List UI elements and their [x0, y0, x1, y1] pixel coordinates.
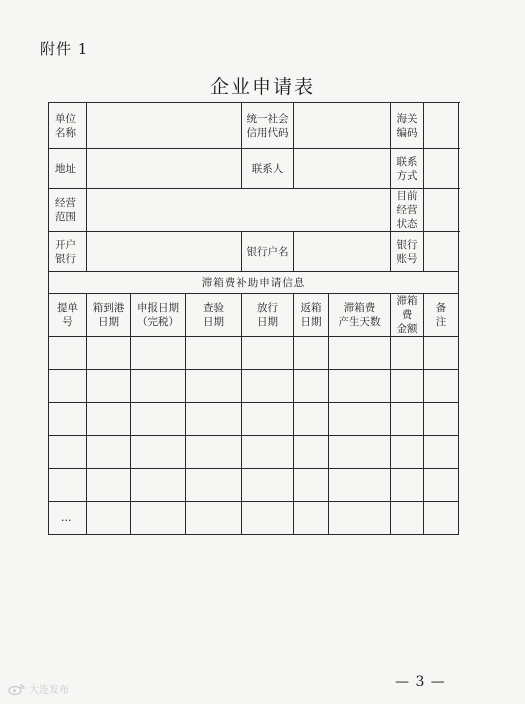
weibo-icon: [8, 683, 26, 695]
field-customs-code[interactable]: [424, 103, 459, 149]
label-business-status: 目前经营 状态: [391, 189, 424, 232]
table-cell[interactable]: [242, 502, 294, 535]
table-cell[interactable]: [424, 403, 459, 436]
business-scope-row: [49, 189, 459, 232]
col-header-demurrage-amount: 滞箱 费 金额: [391, 294, 424, 337]
table-cell[interactable]: [424, 370, 459, 403]
table-cell[interactable]: [49, 469, 87, 502]
label-company-name: 单位 名称: [49, 103, 87, 149]
table-cell[interactable]: [294, 469, 329, 502]
table-cell[interactable]: [329, 337, 391, 370]
table-cell[interactable]: [391, 436, 424, 469]
table-cell[interactable]: [329, 502, 391, 535]
col-header-arrival-date: 箱到港 日期: [87, 294, 131, 337]
label-customs-code: 海关编码: [391, 103, 424, 149]
watermark: [8, 681, 69, 696]
table-cell[interactable]: [87, 469, 131, 502]
label-bank: 开户 银行: [49, 232, 87, 272]
table-cell[interactable]: [391, 337, 424, 370]
table-cell[interactable]: [186, 403, 242, 436]
application-form-table: [48, 102, 459, 535]
table-cell[interactable]: [131, 370, 186, 403]
label-contact-info: 联系方式: [391, 149, 424, 189]
table-cell[interactable]: [242, 403, 294, 436]
label-business-scope: 经营 范围: [49, 189, 87, 232]
attachment-label: 附件 1: [40, 40, 89, 58]
label-contact-person: 联系人: [242, 149, 294, 189]
col-header-bill-number: 提单 号: [49, 294, 87, 337]
field-account-number[interactable]: [424, 232, 459, 272]
col-header-declaration-date: 申报日期 （完税）: [131, 294, 186, 337]
col-header-return-date: 返箱 日期: [294, 294, 329, 337]
table-cell[interactable]: [131, 469, 186, 502]
table-cell[interactable]: [391, 469, 424, 502]
table-cell[interactable]: [242, 370, 294, 403]
table-cell[interactable]: [131, 436, 186, 469]
table-cell[interactable]: [87, 370, 131, 403]
field-bank[interactable]: [87, 232, 242, 272]
page-number: — 3 —: [395, 674, 446, 690]
section-title: 滞箱费补助申请信息: [49, 272, 459, 294]
table-cell[interactable]: [329, 403, 391, 436]
col-header-remarks: 备 注: [424, 294, 459, 337]
field-business-scope[interactable]: [87, 189, 391, 232]
field-contact-person[interactable]: [294, 149, 391, 189]
table-cell[interactable]: [87, 403, 131, 436]
table-cell[interactable]: [242, 469, 294, 502]
table-row: [49, 469, 459, 502]
table-cell[interactable]: [49, 337, 87, 370]
col-header-demurrage-days: 滞箱费 产生天数: [329, 294, 391, 337]
table-cell[interactable]: [294, 502, 329, 535]
col-header-release-date: 放行 日期: [242, 294, 294, 337]
table-cell[interactable]: [87, 436, 131, 469]
table-cell[interactable]: [49, 403, 87, 436]
col-header-inspection-date: 查验 日期: [186, 294, 242, 337]
table-cell[interactable]: [186, 469, 242, 502]
section-row: [49, 272, 459, 294]
watermark-text: 大连发布: [29, 685, 69, 696]
table-cell[interactable]: [49, 436, 87, 469]
label-account-number: 银行账号: [391, 232, 424, 272]
table-row: [49, 436, 459, 469]
form-title: 企业申请表: [209, 76, 315, 98]
field-company-name[interactable]: [87, 103, 242, 149]
column-header-row: [49, 294, 459, 337]
table-cell[interactable]: [424, 436, 459, 469]
table-cell[interactable]: [131, 337, 186, 370]
field-contact-info[interactable]: [424, 149, 459, 189]
table-cell[interactable]: [49, 370, 87, 403]
table-cell[interactable]: [294, 436, 329, 469]
table-row: [49, 337, 459, 370]
table-cell[interactable]: [186, 436, 242, 469]
table-cell[interactable]: [294, 337, 329, 370]
table-cell[interactable]: [329, 436, 391, 469]
table-cell[interactable]: [186, 370, 242, 403]
table-cell[interactable]: [391, 502, 424, 535]
table-cell[interactable]: [242, 436, 294, 469]
table-cell[interactable]: [424, 337, 459, 370]
table-cell[interactable]: [87, 337, 131, 370]
table-cell[interactable]: [131, 403, 186, 436]
field-business-status[interactable]: [424, 189, 459, 232]
table-cell[interactable]: [242, 337, 294, 370]
table-cell[interactable]: [424, 502, 459, 535]
label-account-name: 银行户名: [242, 232, 294, 272]
address-row: [49, 149, 459, 189]
table-cell[interactable]: [186, 502, 242, 535]
table-cell[interactable]: [186, 337, 242, 370]
field-address[interactable]: [87, 149, 242, 189]
table-cell[interactable]: [424, 469, 459, 502]
table-row: [49, 370, 459, 403]
table-cell[interactable]: [391, 403, 424, 436]
label-address: 地址: [49, 149, 87, 189]
table-cell[interactable]: [131, 502, 186, 535]
table-cell[interactable]: [329, 469, 391, 502]
table-cell[interactable]: [294, 403, 329, 436]
table-cell[interactable]: [391, 370, 424, 403]
table-cell[interactable]: [329, 370, 391, 403]
ellipsis-cell[interactable]: …: [49, 502, 87, 535]
field-account-name[interactable]: [294, 232, 391, 272]
table-row: [49, 403, 459, 436]
label-credit-code: 统一社会 信用代码: [242, 103, 294, 149]
bank-row: [49, 232, 459, 272]
table-cell[interactable]: [294, 370, 329, 403]
table-cell[interactable]: [87, 502, 131, 535]
field-credit-code[interactable]: [294, 103, 391, 149]
company-name-row: [49, 103, 459, 149]
table-row: [49, 502, 459, 535]
